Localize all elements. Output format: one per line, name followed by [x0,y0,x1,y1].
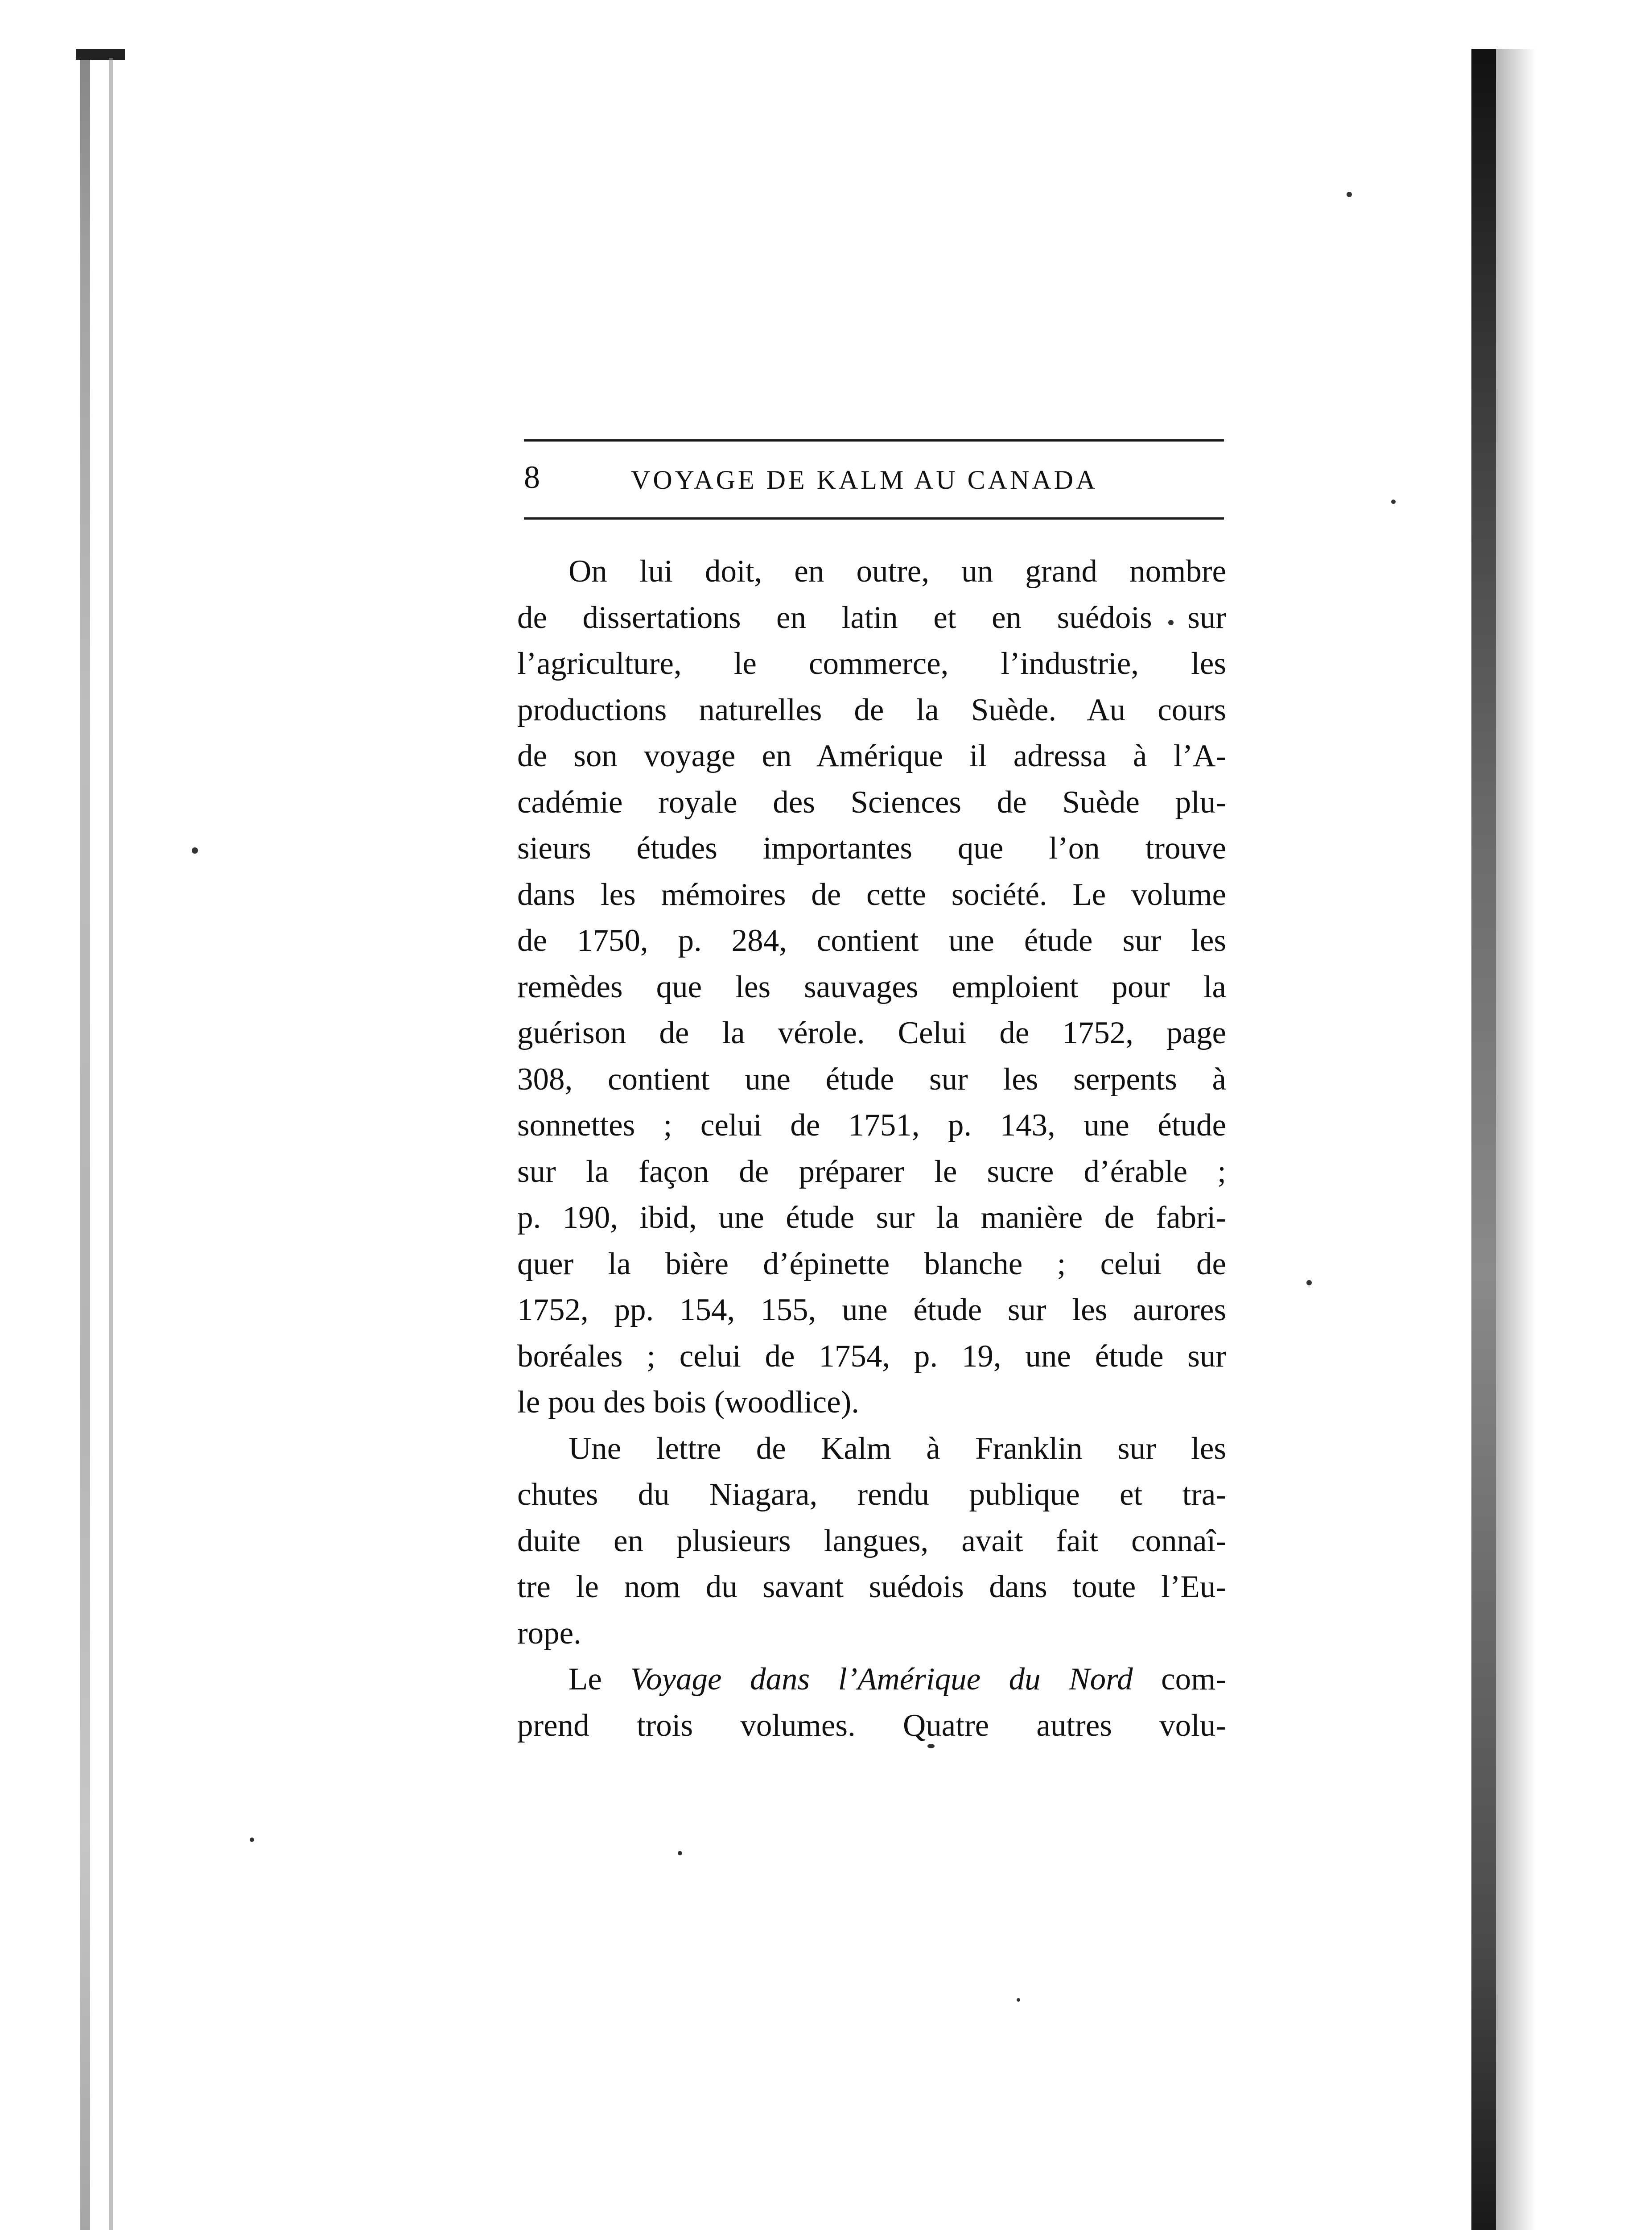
text-line: p. 190, ibid, une étude sur la manière de fabri- [517,1200,1226,1235]
text-line: Une lettre de Kalm à Franklin sur les [569,1431,1226,1466]
text-line: guérison de la vérole. Celui de 1752, page [517,1016,1226,1050]
text-line: quer la bière d’épinette blanche ; celui de [517,1246,1226,1281]
text-line: rope. [517,1615,581,1651]
text-line: dans les mémoires de cette société. Le volume [517,877,1226,912]
header-rule-top [524,439,1224,442]
text-line: le pou des bois (woodlice). [517,1385,860,1420]
scan-speck [1306,1280,1312,1285]
text-line: de dissertations en latin et en suédois sur [517,600,1226,635]
scan-speck [678,1851,682,1855]
text-line [517,1656,1226,1703]
book-title: Voyage dans l’Amérique du Nord [630,1662,1133,1697]
scan-speck [250,1838,254,1842]
text-line: sonnettes ; celui de 1751, p. 143, une étude [517,1108,1226,1143]
text-line: de 1750, p. 284, contient une étude sur les [517,923,1226,958]
header-rule-bottom [524,517,1224,520]
text-line: tre le nom du savant suédois dans toute l’Eu- [517,1569,1226,1604]
text-segment: Le [569,1662,602,1697]
text-segment: com- [1161,1662,1227,1697]
scan-edge-left [80,49,90,2230]
running-title: VOYAGE DE KALM AU CANADA [631,465,1098,495]
text-line: sur la façon de préparer le sucre d’érable ; [517,1154,1226,1189]
text-line: l’agriculture, le commerce, l’industrie, les [517,646,1226,681]
scan-speck [1391,500,1396,504]
text-line: chutes du Niagara, rendu publique et tra- [517,1477,1226,1512]
scan-speck [1347,192,1352,197]
body-text [517,549,1226,1749]
text-line: de son voyage en Amérique il adressa à l’A- [517,739,1226,773]
text-line: boréales ; celui de 1754, p. 19, une étude sur [517,1338,1226,1374]
running-head [524,455,1224,508]
text-line: sieurs études importantes que l’on trouve [517,831,1226,866]
scan-edge-shadow [1496,49,1536,2230]
scan-edge-inner [109,58,113,2230]
text-line: cadémie royale des Sciences de Suède plu- [517,785,1226,820]
scan-edge-mark [76,49,125,60]
text-line: duite en plusieurs langues, avait fait connaî- [517,1523,1226,1558]
text-line: remèdes que les sauvages emploient pour la [517,969,1226,1004]
text-line: On lui doit, en outre, un grand nombre [569,554,1226,589]
text-line: 1752, pp. 154, 155, une étude sur les aurores [517,1293,1226,1327]
scan-speck [192,847,198,854]
page-number: 8 [524,459,540,495]
text-line: 308, contient une étude sur les serpents à [517,1061,1226,1097]
text-line: productions naturelles de la Suède. Au cours [517,692,1226,727]
scan-speck [1017,1998,1020,2002]
text-line: prend trois volumes. Quatre autres volu- [517,1708,1226,1743]
scan-edge-right [1471,49,1496,2230]
